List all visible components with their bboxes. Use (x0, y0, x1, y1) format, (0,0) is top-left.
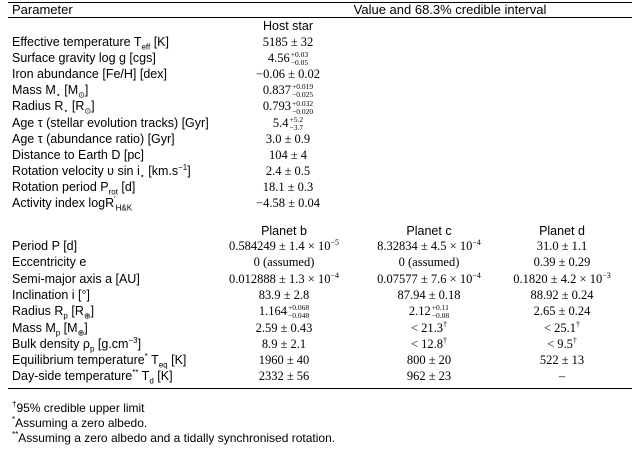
planet-c-value: 800 ± 20 (406, 353, 452, 368)
star-param-label: Effective temperature $T_{eff}$ [K] (12, 35, 169, 52)
footnote-3: **Assuming a zero albedo and a tidally synchronised rotation. (12, 430, 336, 445)
planet-d-value: 88.92 ± 0.24 (530, 287, 594, 302)
planet-d-value: 522 ± 13 (539, 353, 585, 368)
planet-c-header: Planet c (406, 224, 452, 238)
planet-c-value: 87.94 ± 0.18 (397, 287, 461, 302)
star-param-label: Rotation period $P_{rot}$ [d] (12, 179, 136, 197)
planet-param-label: Radius $R_p$ $[R_\oplus]$ (12, 304, 95, 321)
planet-b-header: Planet b (261, 224, 307, 238)
footnote-2: *Assuming a zero albedo. (12, 415, 148, 430)
star-param-label: Mass $M_⋆$ $[M_⊙]$ (12, 83, 89, 100)
planet-c-value: $8.32834 \pm 4.5 \times 10^{-4}$ (377, 237, 481, 253)
planet-param-label: Equilibrium temperature* $T_{eq}$ [K] (12, 351, 187, 370)
planet-c-value: $0.07577 \pm 7.6 \times 10^{-4}$ (377, 270, 481, 286)
footnote-1: †95% credible upper limit (12, 400, 145, 415)
planet-b-value: 1.164 +0.068 −0.048 (258, 303, 310, 321)
star-param-label: Radius $R_⋆$ $[R_⊙]$ (12, 99, 95, 116)
planet-c-value: < 12.8† (410, 335, 448, 351)
star-param-value: 18.1 ± 0.3 (262, 179, 314, 194)
planet-b-value: 0 (assumed) (253, 255, 315, 270)
planet-b-value: 1960 ± 40 (258, 353, 310, 368)
planet-param-label: Semi-major axis a [AU] (12, 271, 140, 286)
star-param-label: Rotation velocity υ $\sin i_⋆$ $[km.s^{-1}]$ (12, 162, 191, 181)
star-param-label: Distance to Earth D [pc] (12, 147, 145, 162)
star-param-value: 4.56 +0.03 −0.05 (267, 50, 309, 68)
planet-b-value: $0.584249 \pm 1.4 \times 10^{-5}$ (229, 237, 339, 253)
planet-d-value: < 9.5† (547, 335, 577, 351)
planet-d-header: Planet d (539, 224, 585, 238)
planet-d-value: 31.0 ± 1.1 (536, 239, 588, 253)
planet-c-value: < 21.3† (410, 319, 448, 335)
planet-d-value: 2.65 ± 0.24 (533, 304, 591, 319)
planet-param-label: Inclination i [°] (12, 287, 90, 302)
planet-b-value: 2.59 ± 0.43 (255, 320, 313, 335)
star-param-label: Surface gravity log g [cgs] (12, 51, 156, 66)
planet-b-value: 2332 ± 56 (258, 369, 310, 384)
planet-param-label: Eccentricity e (12, 255, 87, 270)
planet-c-value: 2.12 +0.11 −0.08 (408, 303, 450, 321)
planet-param-label: Mass $M_p$ $[M_\oplus]$ (12, 320, 88, 337)
star-param-value: 5185 ± 32 (262, 35, 314, 49)
star-param-value: −4.58 ± 0.04 (256, 196, 320, 210)
planet-c-value: 962 ± 23 (406, 369, 452, 384)
planet-d-value: < 25.1† (543, 319, 581, 335)
host-star-title: Host star (262, 19, 313, 33)
header-value: Value and 68.3% credible interval (353, 2, 547, 17)
planet-param-label: Day-side temperature** $T_d$ [K] (12, 368, 173, 386)
header-parameter: Parameter (12, 2, 73, 17)
planet-d-value: – (558, 369, 566, 384)
star-param-value: 104 ± 4 (268, 147, 308, 162)
planet-c-value: 0 (assumed) (398, 255, 460, 270)
star-param-value: 5.4 +5.2 −3.7 (272, 114, 304, 132)
star-param-value: 0.793 +0.032 −0.020 (262, 98, 314, 116)
star-param-label: Iron abundance [Fe/H] [dex] (12, 67, 167, 82)
star-param-value: −0.06 ± 0.02 (256, 67, 320, 82)
planet-param-label: Period P [d] (12, 239, 78, 253)
planet-b-value: 83.9 ± 2.8 (258, 287, 310, 302)
planet-param-label: Bulk density $\rho_p$ $[g.cm^{-3}]$ (12, 335, 142, 354)
planet-d-value: $0.1820 \pm 4.2 \times 10^{-3}$ (513, 270, 611, 286)
star-param-value: 2.4 ± 0.5 (265, 163, 311, 178)
header-rule (8, 17, 632, 18)
planet-b-value: 8.9 ± 2.1 (261, 336, 307, 351)
bottom-rule (8, 388, 632, 389)
planet-d-value: 0.39 ± 0.29 (533, 255, 591, 270)
star-param-label: Age τ (stellar evolution tracks) [Gyr] (12, 115, 209, 130)
star-param-label: Age τ (abundance ratio) [Gyr] (12, 131, 175, 146)
star-param-label: Activity index logR′$_{H\&K}$ (12, 194, 133, 213)
star-param-value: 3.0 ± 0.9 (265, 131, 311, 146)
planet-b-value: $0.012888 \pm 1.3 \times 10^{-4}$ (229, 270, 339, 286)
star-param-value: 0.837 +0.019 −0.025 (262, 82, 314, 100)
